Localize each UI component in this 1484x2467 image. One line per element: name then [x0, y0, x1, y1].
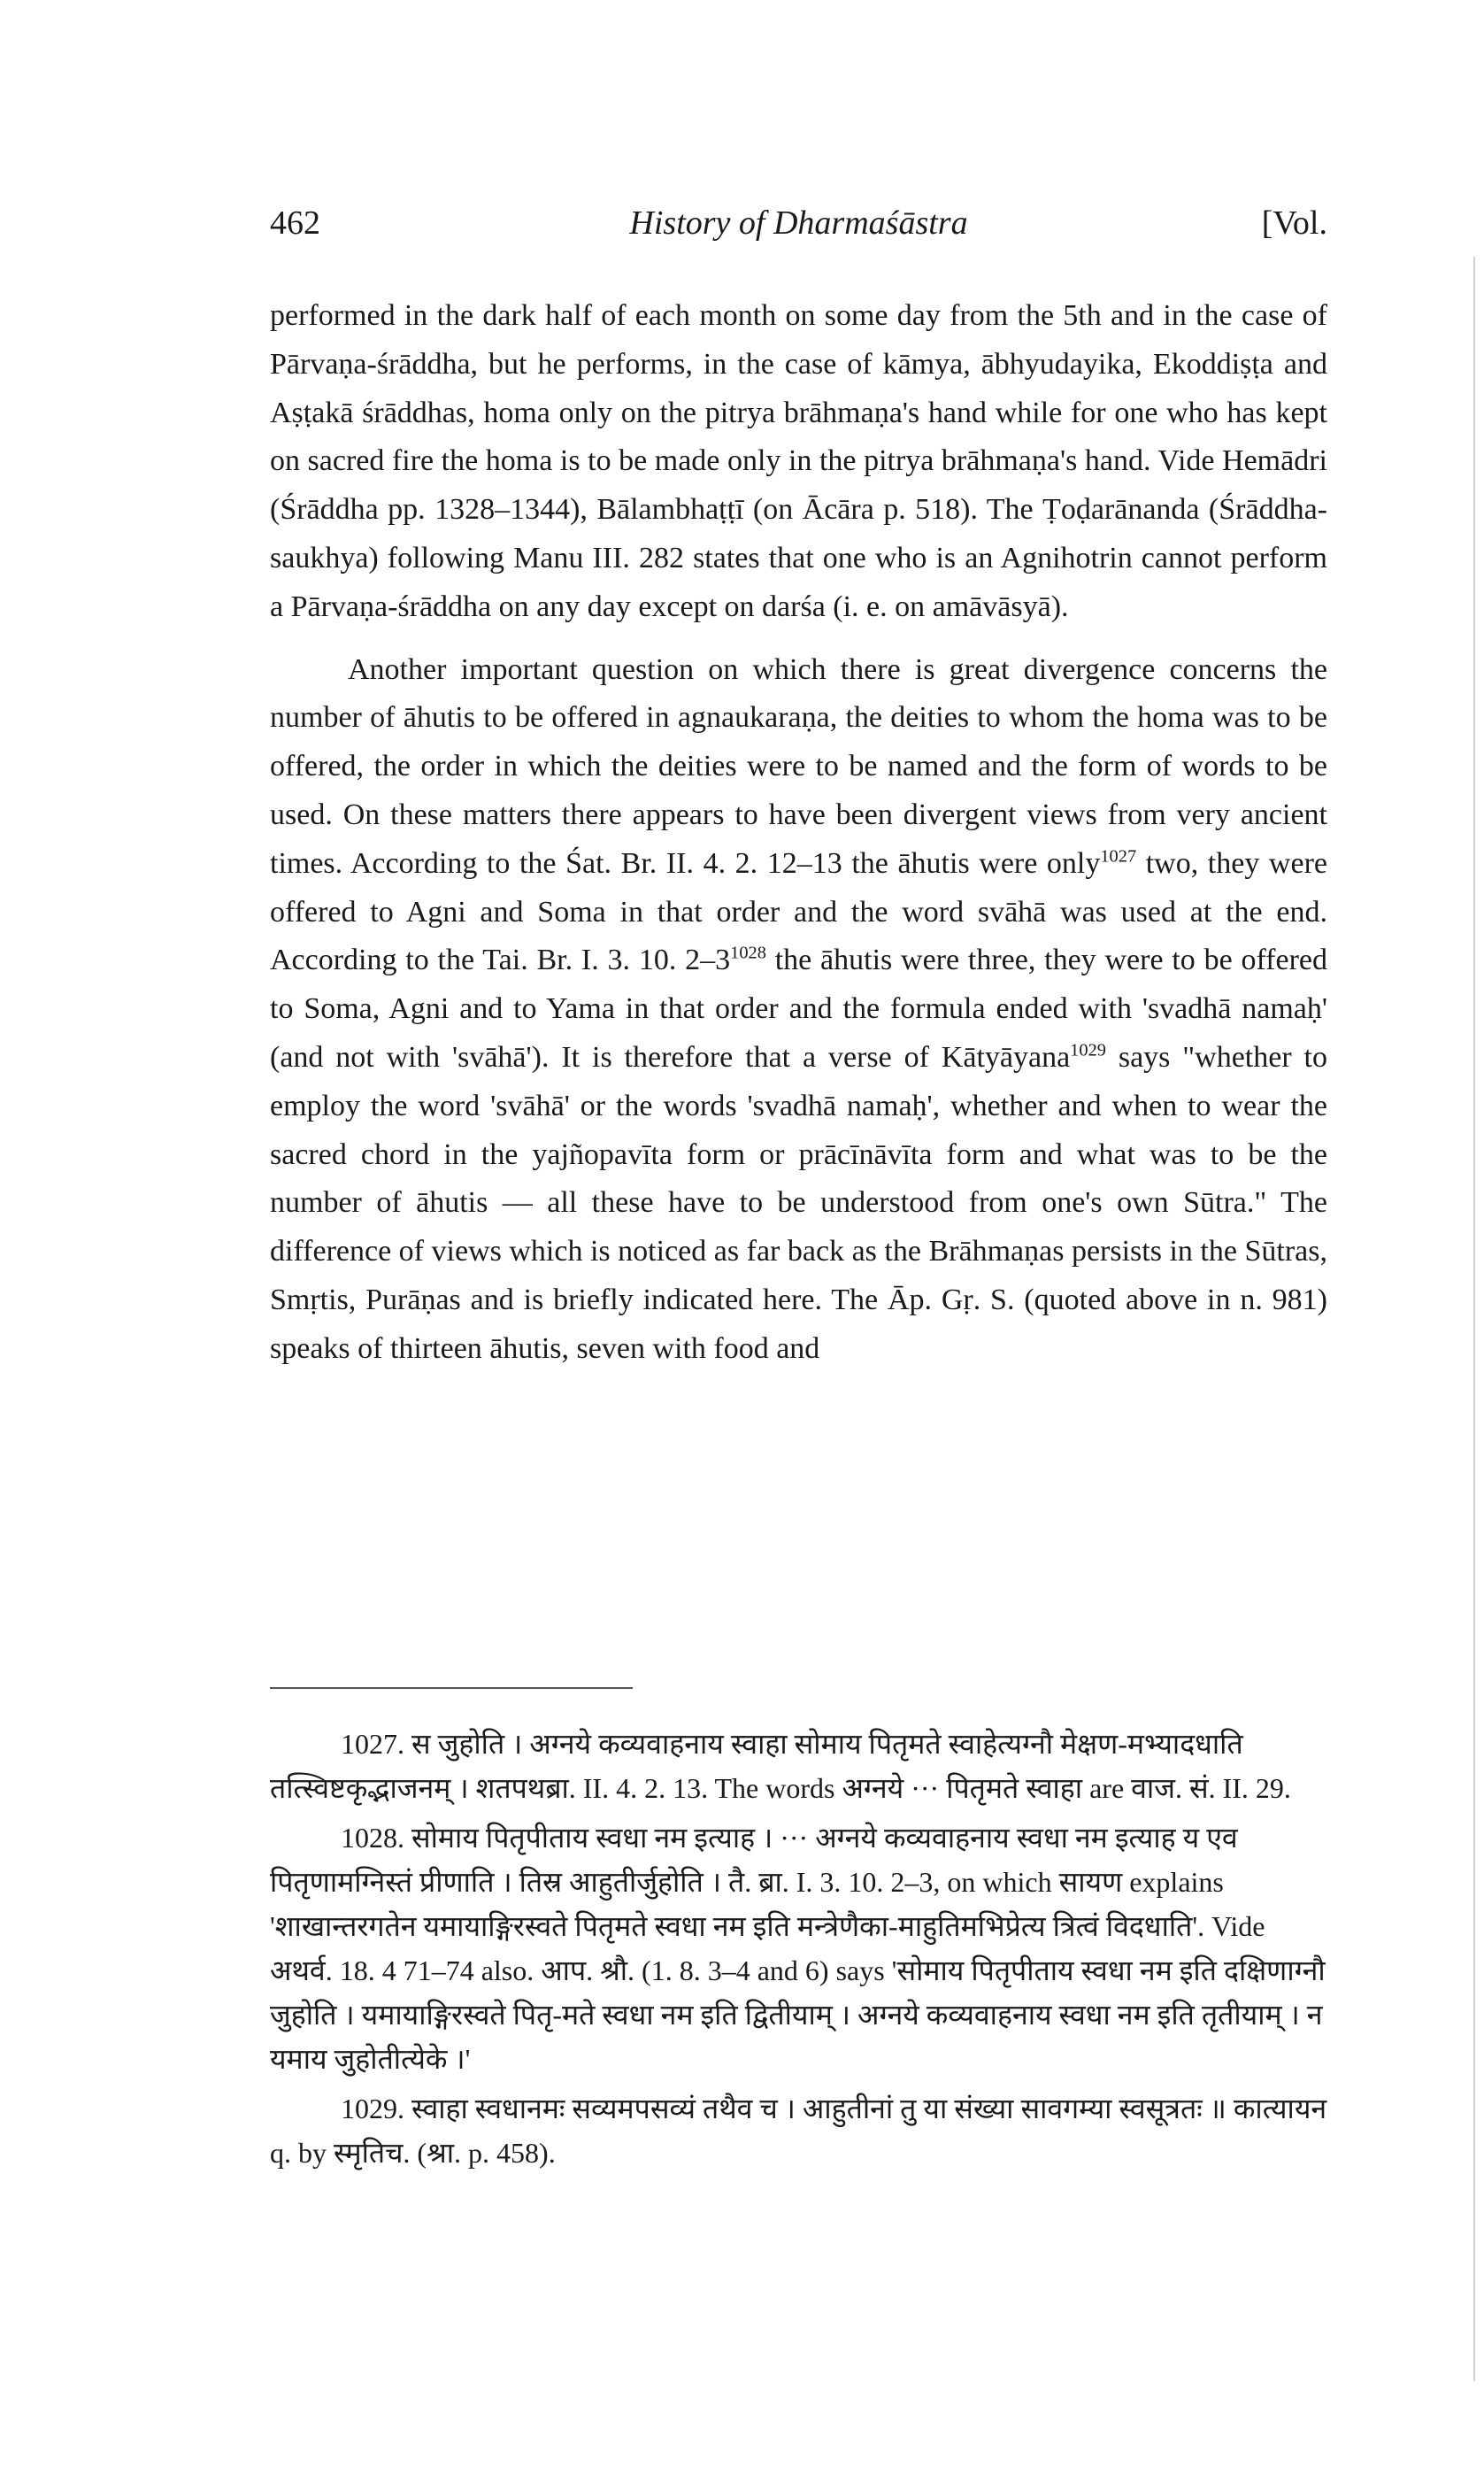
- volume-label: [Vol.: [1261, 204, 1327, 242]
- footnote-ref-1028: 1028: [730, 944, 766, 964]
- footnote-1028: 1028. सोमाय पितृपीताय स्वधा नम इत्याह । ··· अग्नये कव्यवाहनाय स्वधा नम इत्याह य एव पितृणामग्निस्तं प्रीणाति । तिस्र आहुतीर्जुहोति । तै. ब्रा. I. 3. 10. 2–3, on which सायण explains 'शाखान्तरगतेन यमायाङ्गिरस्वते पितृमते स्वधा नम इति मन्त्रेणैका-माहुतिमभिप्रेत्य त्रित्वं विदधाति'. Vide अथर्व. 18. 4 71–74 also. आप. श्रौ. (1. 8. 3–4 and 6) says 'सोमाय पितृपीताय स्वधा नम इति दक्षिणाग्नौ जुहोति । यमायाङ्गिरस्वते पितृ-मते स्वधा नम इति द्वितीयाम् । अग्नये कव्यवाहनाय स्वधा नम इति तृतीयाम् । न यमाय जुहोतीत्येके ।': [270, 1822, 1326, 2075]
- paragraph-2-part-c: the āhutis were three, they were to be offered to Soma, Agni and to Yama in that order and the formula ended with 'svadhā namaḥ' (and not with 'svāhā'). It is therefore that a verse of Kātyāyana: [270, 944, 1327, 1074]
- page-number: 462: [270, 204, 320, 242]
- main-text: [270, 292, 1327, 1374]
- footnote-ref-1029: 1029: [1070, 1040, 1106, 1060]
- paragraph-2: [270, 646, 1327, 1374]
- footnotes: [270, 1722, 1327, 2180]
- footnote-divider: [270, 1687, 633, 1689]
- paragraph-2-part-a: Another important question on which there is great divergence concerns the number of āhutis to be offered in agnaukaraṇa, the deities to whom the homa was to be offered, the order in which the deities were to be named and the form of words to be used. On these matters there appears to have been divergent views from very ancient times. According to the Śat. Br. II. 4. 2. 12–13 the āhutis were only: [270, 652, 1327, 880]
- paragraph-1: performed in the dark half of each month on some day from the 5th and in the case of Pārvaṇa-śrāddha, but he performs, in the case of kāmya, ābhyudayika, Ekoddiṣṭa and Aṣṭakā śrāddhas, homa only on the pitrya brāhmaṇa's hand while for one who has kept on sacred fire the homa is to be made only in the pitrya brāhmaṇa's hand. Vide Hemādri (Śrāddha pp. 1328–1344), Bālambhaṭṭī (on Ācāra p. 518). The Ṭoḍarānanda (Śrāddha-saukhya) following Manu III. 282 states that one who is an Agnihotrin cannot perform a Pārvaṇa-śrāddha on any day except on darśa (i. e. on amāvāsyā).: [270, 299, 1327, 623]
- page-header: [270, 204, 1327, 257]
- running-title: History of Dharmaśāstra: [629, 204, 968, 242]
- footnote-1029: 1029. स्वाहा स्वधानमः सव्यमपसव्यं तथैव च । आहुतीनां तु या संख्या सावगम्या स्वसूत्रतः ॥ कात्यायन q. by स्मृतिच. (श्रा. p. 458).: [270, 2093, 1327, 2169]
- paragraph-2-part-d: says "whether to employ the word 'svāhā' or the words 'svadhā namaḥ', whether and when to wear the sacred chord in the yajñopavīta form or prācīnāvīta form and what was to be the number of āhutis — all these have to be understood from one's own Sūtra." The difference of views which is noticed as far back as the Brāhmaṇas persists in the Sūtras, Smṛtis, Purāṇas and is briefly indicated here. The Āp. Gṛ. S. (quoted above in n. 981) speaks of thirteen āhutis, seven with food and: [270, 1040, 1327, 1365]
- footnote-ref-1027: 1027: [1100, 846, 1137, 867]
- page-edge-line: [1473, 257, 1475, 2381]
- paragraph-2-part-b: two, they were offered to Agni and Soma in that order and the word svāhā was used at the end. According to the Tai. Br. I. 3. 10. 2–3: [270, 846, 1327, 977]
- footnote-1027: 1027. स जुहोति । अग्नये कव्यवाहनाय स्वाहा सोमाय पितृमते स्वाहेत्यग्नौ मेक्षण-मभ्यादधाति तत्स्विष्टकृद्भाजनम् । शतपथब्रा. II. 4. 2. 13. The words अग्नये ··· पितृमते स्वाहा are वाज. सं. II. 29.: [270, 1728, 1291, 1804]
